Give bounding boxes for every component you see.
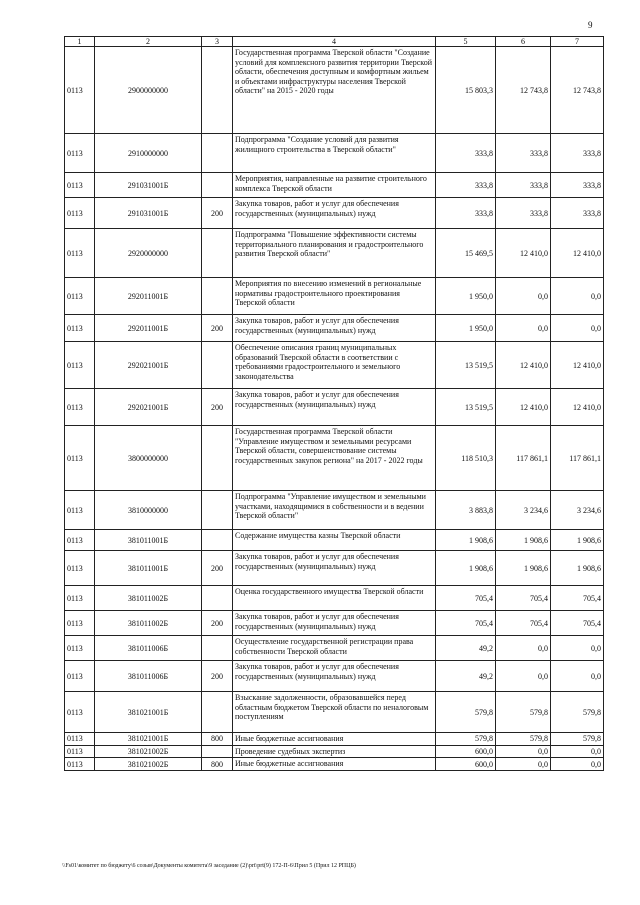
amount-col7-cell: 333,8 xyxy=(551,134,604,173)
table-row xyxy=(65,47,604,134)
amount-col5-cell: 1 908,6 xyxy=(436,530,496,551)
table-row xyxy=(65,134,604,173)
amount-col6-cell: 1 908,6 xyxy=(496,551,551,586)
amount-col6-cell: 579,8 xyxy=(496,692,551,733)
amount-col5-cell: 1 950,0 xyxy=(436,315,496,342)
section-code-cell: 0113 xyxy=(65,342,95,389)
expense-type-cell: 800 xyxy=(202,733,233,745)
table-row xyxy=(65,611,604,636)
target-article-cell: 292021001Б xyxy=(95,389,202,426)
table-body xyxy=(65,37,604,771)
amount-col5-cell: 1 908,6 xyxy=(436,551,496,586)
amount-col6-cell: 579,8 xyxy=(496,733,551,745)
table-row xyxy=(65,636,604,661)
table-row xyxy=(65,530,604,551)
section-code-cell: 0113 xyxy=(65,758,95,771)
expense-type-cell: 200 xyxy=(202,198,233,229)
table-row xyxy=(65,315,604,342)
section-code-cell: 0113 xyxy=(65,278,95,315)
amount-col5-cell: 49,2 xyxy=(436,661,496,692)
section-code-cell: 0113 xyxy=(65,315,95,342)
item-name-cell: Взыскание задолженности, образовавшейся перед областным бюджетом Тверской области по неналоговым поступлениям xyxy=(233,692,436,733)
item-name-cell: Закупка товаров, работ и услуг для обеспечения государственных (муниципальных) нужд xyxy=(233,661,436,692)
expense-type-cell xyxy=(202,173,233,198)
section-code-cell: 0113 xyxy=(65,134,95,173)
target-article-cell: 292011001Б xyxy=(95,278,202,315)
amount-col5-cell: 705,4 xyxy=(436,611,496,636)
amount-col7-cell: 3 234,6 xyxy=(551,491,604,530)
target-article-cell: 381021002Б xyxy=(95,758,202,771)
amount-col7-cell: 0,0 xyxy=(551,758,604,771)
amount-col5-cell: 13 519,5 xyxy=(436,342,496,389)
header-cell: 1 xyxy=(65,37,95,47)
expense-type-cell xyxy=(202,278,233,315)
item-name-cell: Оценка государственного имущества Тверской области xyxy=(233,586,436,611)
amount-col6-cell: 705,4 xyxy=(496,611,551,636)
amount-col7-cell: 579,8 xyxy=(551,692,604,733)
amount-col6-cell: 117 861,1 xyxy=(496,426,551,491)
section-code-cell: 0113 xyxy=(65,661,95,692)
amount-col5-cell: 13 519,5 xyxy=(436,389,496,426)
amount-col5-cell: 579,8 xyxy=(436,733,496,745)
amount-col6-cell: 12 410,0 xyxy=(496,229,551,278)
item-name-cell: Закупка товаров, работ и услуг для обеспечения государственных (муниципальных) нужд xyxy=(233,315,436,342)
header-cell: 4 xyxy=(233,37,436,47)
amount-col5-cell: 49,2 xyxy=(436,636,496,661)
amount-col5-cell: 705,4 xyxy=(436,586,496,611)
target-article-cell: 291031001Б xyxy=(95,173,202,198)
amount-col7-cell: 0,0 xyxy=(551,745,604,757)
item-name-cell: Мероприятия, направленные на развитие строительного комплекса Тверской области xyxy=(233,173,436,198)
expense-type-cell: 200 xyxy=(202,551,233,586)
section-code-cell: 0113 xyxy=(65,198,95,229)
table-row xyxy=(65,426,604,491)
table-row xyxy=(65,389,604,426)
item-name-cell: Осуществление государственной регистрации права собственности Тверской области xyxy=(233,636,436,661)
header-cell: 3 xyxy=(202,37,233,47)
amount-col7-cell: 705,4 xyxy=(551,611,604,636)
section-code-cell: 0113 xyxy=(65,47,95,134)
amount-col7-cell: 0,0 xyxy=(551,315,604,342)
item-name-cell: Иные бюджетные ассигнования xyxy=(233,758,436,771)
expense-type-cell: 200 xyxy=(202,389,233,426)
section-code-cell: 0113 xyxy=(65,692,95,733)
item-name-cell: Иные бюджетные ассигнования xyxy=(233,733,436,745)
expense-type-cell: 200 xyxy=(202,661,233,692)
expense-type-cell xyxy=(202,342,233,389)
section-code-cell: 0113 xyxy=(65,745,95,757)
expense-type-cell xyxy=(202,134,233,173)
amount-col7-cell: 1 908,6 xyxy=(551,530,604,551)
table-row xyxy=(65,173,604,198)
table-row xyxy=(65,229,604,278)
item-name-cell: Подпрограмма "Повышение эффективности системы территориального планирования и градостроительного развития Тверской области" xyxy=(233,229,436,278)
expense-type-cell xyxy=(202,586,233,611)
expense-type-cell xyxy=(202,692,233,733)
amount-col5-cell: 600,0 xyxy=(436,745,496,757)
amount-col6-cell: 333,8 xyxy=(496,198,551,229)
expense-type-cell xyxy=(202,426,233,491)
item-name-cell: Подпрограмма "Создание условий для развития жилищного строительства в Тверской области" xyxy=(233,134,436,173)
section-code-cell: 0113 xyxy=(65,636,95,661)
amount-col6-cell: 0,0 xyxy=(496,745,551,757)
header-cell: 7 xyxy=(551,37,604,47)
section-code-cell: 0113 xyxy=(65,530,95,551)
section-code-cell: 0113 xyxy=(65,491,95,530)
header-cell: 6 xyxy=(496,37,551,47)
amount-col7-cell: 12 743,8 xyxy=(551,47,604,134)
item-name-cell: Закупка товаров, работ и услуг для обеспечения государственных (муниципальных) нужд xyxy=(233,551,436,586)
target-article-cell: 291031001Б xyxy=(95,198,202,229)
amount-col7-cell: 579,8 xyxy=(551,733,604,745)
header-cell: 5 xyxy=(436,37,496,47)
amount-col5-cell: 15 803,3 xyxy=(436,47,496,134)
amount-col6-cell: 3 234,6 xyxy=(496,491,551,530)
page-number: 9 xyxy=(588,20,593,30)
target-article-cell: 381011006Б xyxy=(95,636,202,661)
target-article-cell: 2900000000 xyxy=(95,47,202,134)
target-article-cell: 381021001Б xyxy=(95,692,202,733)
amount-col5-cell: 333,8 xyxy=(436,134,496,173)
target-article-cell: 381011002Б xyxy=(95,611,202,636)
expense-type-cell xyxy=(202,745,233,757)
amount-col5-cell: 15 469,5 xyxy=(436,229,496,278)
target-article-cell: 2910000000 xyxy=(95,134,202,173)
item-name-cell: Проведение судебных экспертиз xyxy=(233,745,436,757)
table-header-row xyxy=(65,37,604,47)
target-article-cell: 292021001Б xyxy=(95,342,202,389)
table-row xyxy=(65,342,604,389)
item-name-cell: Закупка товаров, работ и услуг для обеспечения государственных (муниципальных) нужд xyxy=(233,611,436,636)
table-row xyxy=(65,692,604,733)
table-row xyxy=(65,198,604,229)
item-name-cell: Обеспечение описания границ муниципальных образований Тверской области в соответствии с требованиями градостроительного и земельного законодательства xyxy=(233,342,436,389)
amount-col6-cell: 0,0 xyxy=(496,636,551,661)
table-row xyxy=(65,491,604,530)
item-name-cell: Закупка товаров, работ и услуг для обеспечения государственных (муниципальных) нужд xyxy=(233,389,436,426)
amount-col5-cell: 600,0 xyxy=(436,758,496,771)
section-code-cell: 0113 xyxy=(65,173,95,198)
item-name-cell: Содержание имущества казны Тверской области xyxy=(233,530,436,551)
table-row xyxy=(65,661,604,692)
target-article-cell: 381011001Б xyxy=(95,530,202,551)
target-article-cell: 2920000000 xyxy=(95,229,202,278)
section-code-cell: 0113 xyxy=(65,389,95,426)
amount-col6-cell: 0,0 xyxy=(496,661,551,692)
table-row xyxy=(65,278,604,315)
amount-col7-cell: 12 410,0 xyxy=(551,342,604,389)
expense-type-cell xyxy=(202,636,233,661)
item-name-cell: Мероприятия по внесению изменений в региональные нормативы градостроительного проектирования Тверской области xyxy=(233,278,436,315)
expense-type-cell xyxy=(202,47,233,134)
amount-col5-cell: 333,8 xyxy=(436,198,496,229)
target-article-cell: 3800000000 xyxy=(95,426,202,491)
item-name-cell: Государственная программа Тверской области "Создание условий для комплексного развития территории Тверской области, обеспечения доступным и комфортным жильем и объектами инфраструктуры населения Тверской области" на 2015 - 2020 годы xyxy=(233,47,436,134)
section-code-cell: 0113 xyxy=(65,611,95,636)
budget-table xyxy=(64,36,604,771)
table-row xyxy=(65,733,604,745)
amount-col6-cell: 0,0 xyxy=(496,758,551,771)
item-name-cell: Закупка товаров, работ и услуг для обеспечения государственных (муниципальных) нужд xyxy=(233,198,436,229)
expense-type-cell: 200 xyxy=(202,611,233,636)
expense-type-cell: 200 xyxy=(202,315,233,342)
amount-col6-cell: 12 743,8 xyxy=(496,47,551,134)
target-article-cell: 381011001Б xyxy=(95,551,202,586)
amount-col7-cell: 705,4 xyxy=(551,586,604,611)
item-name-cell: Подпрограмма "Управление имуществом и земельными участками, находящимися в собственности и в ведении Тверской области" xyxy=(233,491,436,530)
amount-col5-cell: 1 950,0 xyxy=(436,278,496,315)
table-row xyxy=(65,586,604,611)
amount-col7-cell: 117 861,1 xyxy=(551,426,604,491)
item-name-cell: Государственная программа Тверской области "Управление имуществом и земельными ресурсами Тверской области, совершенствование системы государственных закупок региона" на 2017 - 2022 годы xyxy=(233,426,436,491)
amount-col7-cell: 0,0 xyxy=(551,661,604,692)
target-article-cell: 292011001Б xyxy=(95,315,202,342)
amount-col6-cell: 12 410,0 xyxy=(496,342,551,389)
target-article-cell: 381021001Б xyxy=(95,733,202,745)
section-code-cell: 0113 xyxy=(65,586,95,611)
amount-col6-cell: 333,8 xyxy=(496,173,551,198)
expense-type-cell: 800 xyxy=(202,758,233,771)
table-row xyxy=(65,551,604,586)
amount-col6-cell: 333,8 xyxy=(496,134,551,173)
section-code-cell: 0113 xyxy=(65,426,95,491)
amount-col7-cell: 12 410,0 xyxy=(551,229,604,278)
amount-col7-cell: 1 908,6 xyxy=(551,551,604,586)
amount-col7-cell: 0,0 xyxy=(551,278,604,315)
expense-type-cell xyxy=(202,491,233,530)
amount-col5-cell: 333,8 xyxy=(436,173,496,198)
target-article-cell: 381021002Б xyxy=(95,745,202,757)
expense-type-cell xyxy=(202,530,233,551)
section-code-cell: 0113 xyxy=(65,733,95,745)
amount-col6-cell: 705,4 xyxy=(496,586,551,611)
amount-col7-cell: 333,8 xyxy=(551,198,604,229)
amount-col6-cell: 0,0 xyxy=(496,315,551,342)
amount-col7-cell: 0,0 xyxy=(551,636,604,661)
table-row xyxy=(65,745,604,757)
amount-col5-cell: 579,8 xyxy=(436,692,496,733)
expense-type-cell xyxy=(202,229,233,278)
target-article-cell: 381011006Б xyxy=(95,661,202,692)
section-code-cell: 0113 xyxy=(65,551,95,586)
amount-col5-cell: 3 883,8 xyxy=(436,491,496,530)
footer-file-path: \\Fs01\комитет по бюджету\6 созыв\Документы комитета\9 заседание (2)\prt\prt(9) 172-П-6\Прил 5 (Прил 12 РПЦБ) xyxy=(62,863,356,869)
amount-col6-cell: 0,0 xyxy=(496,278,551,315)
section-code-cell: 0113 xyxy=(65,229,95,278)
amount-col6-cell: 12 410,0 xyxy=(496,389,551,426)
amount-col5-cell: 118 510,3 xyxy=(436,426,496,491)
amount-col6-cell: 1 908,6 xyxy=(496,530,551,551)
target-article-cell: 3810000000 xyxy=(95,491,202,530)
header-cell: 2 xyxy=(95,37,202,47)
amount-col7-cell: 12 410,0 xyxy=(551,389,604,426)
target-article-cell: 381011002Б xyxy=(95,586,202,611)
table-row xyxy=(65,758,604,771)
amount-col7-cell: 333,8 xyxy=(551,173,604,198)
